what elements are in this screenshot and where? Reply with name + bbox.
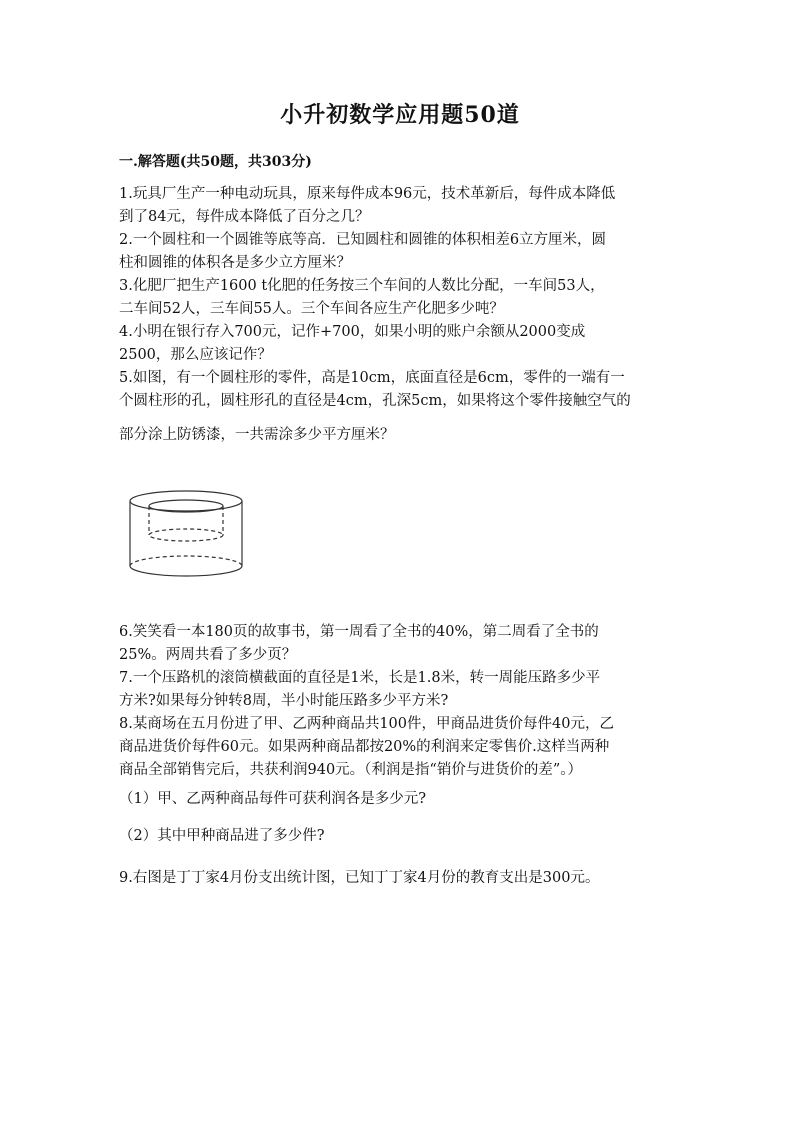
question-3-line-2: 二车间52人，三车间55人。三个车间各应生产化肥多少吨？ [119,301,504,317]
question-1-line-2: 到了84元，每件成本降低了百分之几？ [119,209,370,225]
question-5-line-2: 个圆柱形的孔，圆柱形孔的直径是4cm，孔深5cm，如果将这个零件接触空气的 [119,393,631,409]
question-8-subquestion-2 [119,825,684,848]
question-7-line-2: 方米?如果每分钟转8周，半小时能压路多少平方米? [119,693,449,709]
question-9-line-1: 9.右图是丁丁家4月份支出统计图，已知丁丁家4月份的教育支出是300元。 [119,870,600,886]
question-group-1 [119,183,684,390]
question-9 [119,867,684,890]
subquestion-1-text: （1）甲、乙两种商品每件可获利润各是多少元? [119,791,426,807]
cylinder-with-hole-diagram [126,487,254,581]
question-6-line-2: 25%。两周共看了多少页？ [119,647,297,663]
question-5-line-1: 5.如图，有一个圆柱形的零件，高是10cm，底面直径是6cm，零件的一端有一 [119,370,625,386]
question-3-line-1: 3.化肥厂把生产1600 t化肥的任务按三个车间的人数比分配，一车间53人， [119,278,605,294]
question-2-line-1: 2.一个圆柱和一个圆锥等底等高．已知圆柱和圆锥的体积相差6立方厘米，圆 [119,232,607,248]
question-group-2 [119,621,684,782]
page-title: 小升初数学应用题50道 [280,102,520,128]
question-1-line-1: 1.玩具厂生产一种电动玩具，原来每件成本96元，技术革新后，每件成本降低 [119,186,616,202]
question-2-line-2: 柱和圆锥的体积各是多少立方厘米？ [119,255,351,271]
question-8-line-2: 商品进货价每件60元。如果两种商品都按20%的利润来定零售价.这样当两种 [119,739,610,755]
question-8-line-1: 8.某商场在五月份进了甲、乙两种商品共100件，甲商品进货价每件40元，乙 [119,716,614,732]
question-4-line-1: 4.小明在银行存入700元，记作+700，如果小明的账户余额从2000变成 [119,324,586,340]
subquestion-2-text: （2）其中甲种商品进了多少件? [119,828,325,844]
question-4-line-2: 2500，那么应该记作？ [119,347,272,363]
question-8-subquestion-1 [119,788,684,811]
cylinder-figure [126,487,254,585]
question-5-continued [119,378,684,447]
question-8-line-3: 商品全部销售完后，共获利润940元。（利润是指“销价与进货价的差”。） [119,762,582,778]
section-heading: 一.解答题(共50题，共303分) [119,154,312,170]
question-6-line-1: 6.笑笑看一本180页的故事书，第一周看了全书的40%，第二周看了全书的 [119,624,599,640]
question-5-line-3: 部分涂上防锈漆，一共需涂多少平方厘米？ [119,427,395,443]
question-7-line-1: 7.一个压路机的滚筒横截面的直径是1米，长是1.8米，转一周能压路多少平 [119,670,601,686]
